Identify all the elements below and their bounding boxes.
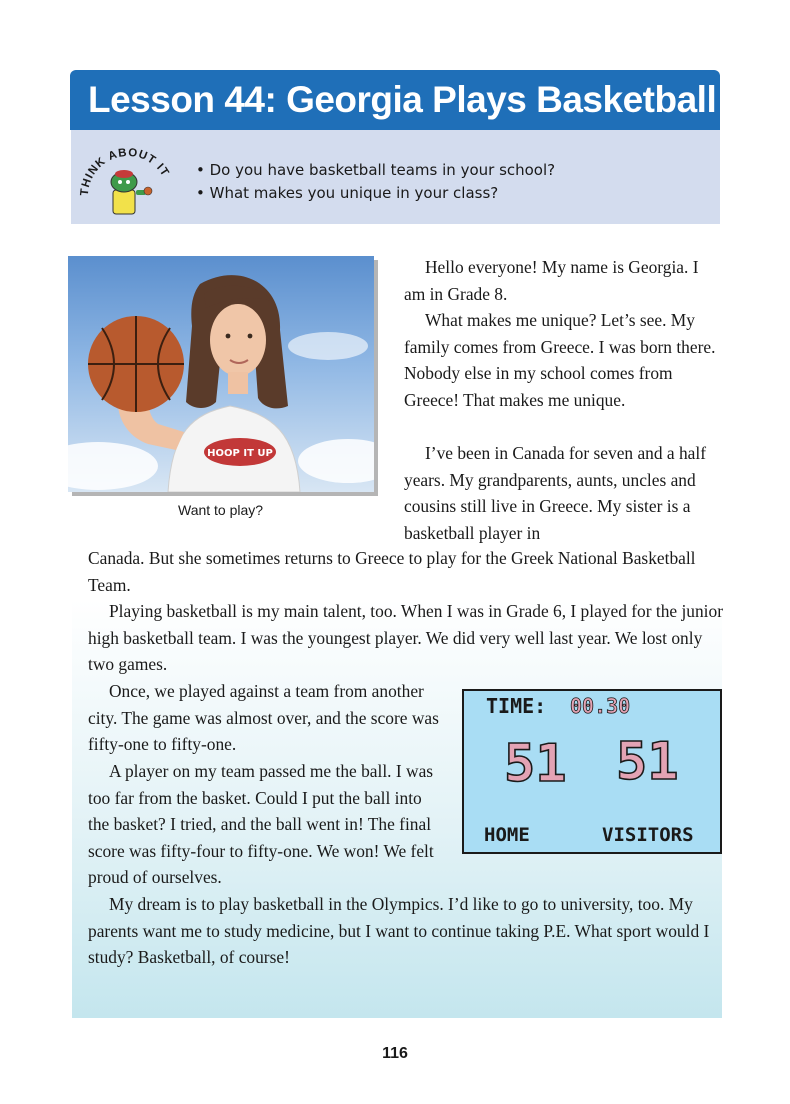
visitors-score: 51 bbox=[616, 732, 679, 792]
girl-figure bbox=[168, 275, 300, 492]
question-item: • What makes you unique in your class? bbox=[196, 182, 555, 205]
story-paragraph-3b: Canada. But she sometimes returns to Greece to play for the Greek National Basketball Team. bbox=[88, 548, 696, 595]
think-about-it-questions bbox=[196, 159, 555, 205]
shirt-logo-text: HOOP IT UP bbox=[207, 448, 273, 459]
lesson-title: Lesson 44: Georgia Plays Basketball bbox=[88, 79, 717, 120]
story-paragraph-3a: I’ve been in Canada for seven and a half years. My grandparents, aunts, uncles and cousins still live in Greece. My sister is a basketball player in bbox=[404, 443, 707, 543]
georgia-photo bbox=[68, 256, 374, 492]
story-paragraph-6: A player on my team passed me the ball. I was too far from the basket. Could I put the ball into the basket? I tried, and the ball went in! The final score was fifty-four to fifty-one. We won! We felt proud of ourselves. bbox=[88, 761, 434, 888]
home-label: HOME bbox=[484, 824, 530, 846]
story-paragraph-5: Once, we played against a team from another city. The game was almost over, and the score was fifty-one to fifty-one. bbox=[88, 681, 439, 755]
mascot-character-icon bbox=[111, 170, 152, 214]
story-paragraph-1: Hello everyone! My name is Georgia. I am in Grade 8. bbox=[404, 257, 699, 304]
visitors-label: VISITORS bbox=[602, 824, 694, 846]
page-number: 116 bbox=[382, 1045, 408, 1062]
story-paragraph-2: What makes me unique? Let’s see. My family comes from Greece. I was born there. Nobody else in my school comes from Greece! That makes me unique. bbox=[404, 310, 716, 410]
question-item: • Do you have basketball teams in your school? bbox=[196, 159, 555, 182]
basketball-icon bbox=[88, 316, 184, 412]
scoreboard-time-value: 00.30 bbox=[570, 694, 631, 718]
home-score: 51 bbox=[504, 734, 567, 794]
story-paragraph-4: Playing basketball is my main talent, too. When I was in Grade 6, I played for the junior high basketball team. I was the youngest player. We did very well last year. We lost only two games. bbox=[88, 601, 724, 675]
think-about-it-badge bbox=[76, 138, 176, 220]
scoreboard bbox=[462, 689, 722, 854]
scoreboard-time-label: TIME: bbox=[486, 694, 547, 718]
photo-caption: Want to play? bbox=[178, 502, 264, 518]
story-paragraph-7: My dream is to play basketball in the Olympics. I’d like to go to university, too. My parents want me to study medicine, but I want to continue taking P.E. What sport would I study? Basketball, of course! bbox=[88, 894, 710, 968]
think-about-it-label: THINK ABOUT IT bbox=[78, 146, 172, 197]
